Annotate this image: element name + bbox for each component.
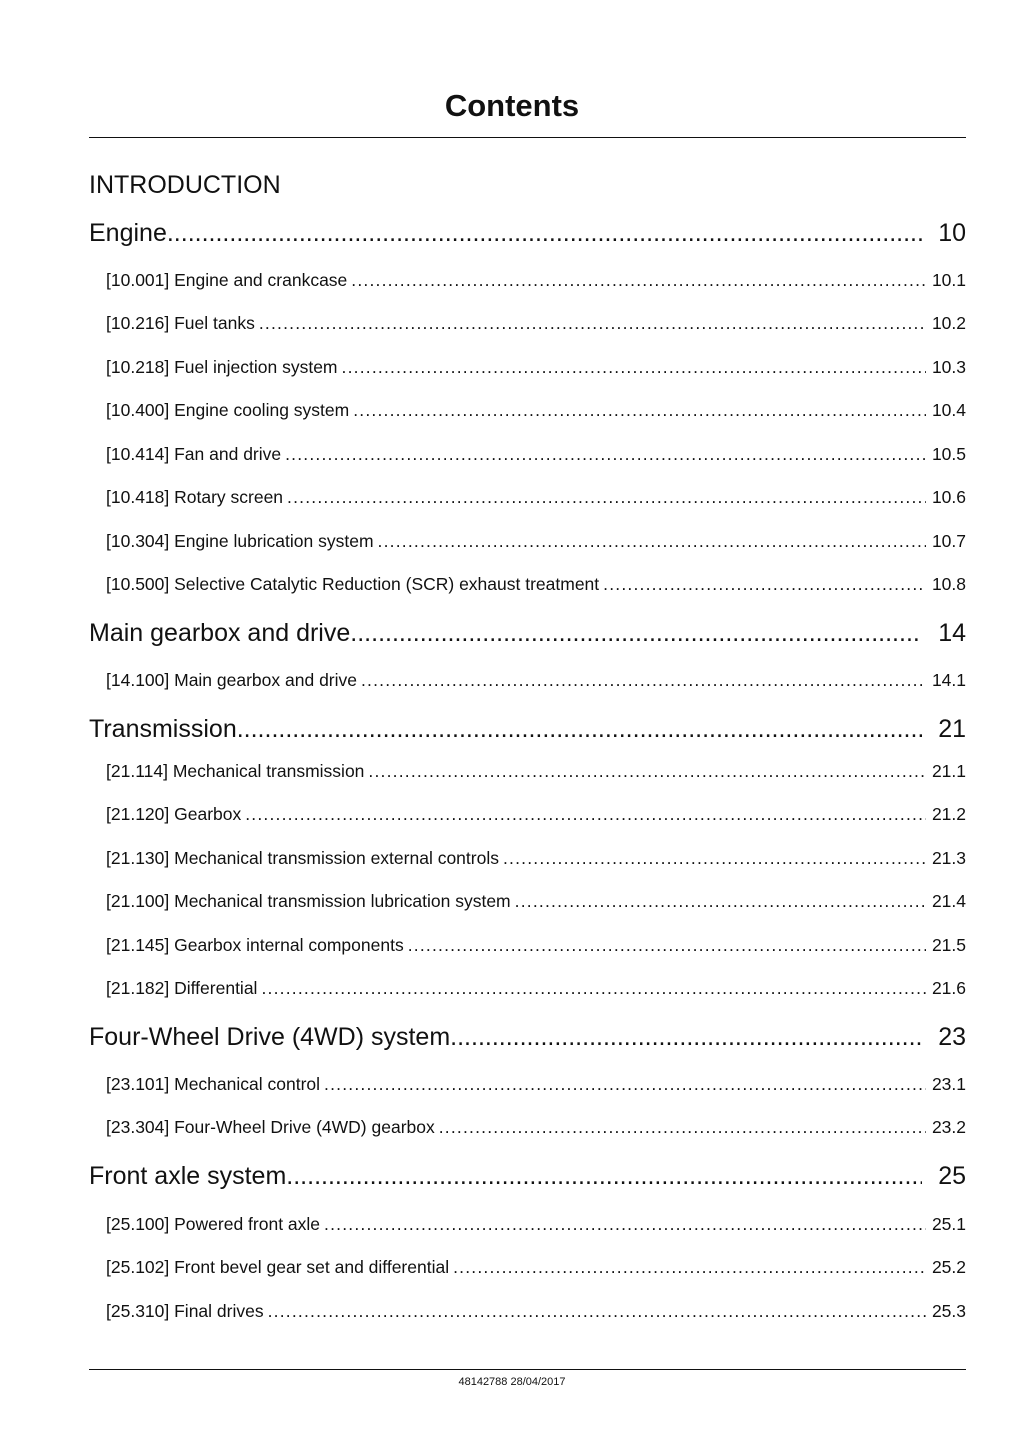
- section-page-number: 21.5: [931, 935, 966, 955]
- section-page-number: 10.7: [931, 531, 966, 551]
- dot-leader: [357, 668, 926, 692]
- section-title: [25.100] Powered front axle: [106, 1214, 321, 1234]
- section-page-number: 14.1: [931, 670, 966, 690]
- section-page-number: 10.3: [931, 357, 966, 377]
- dot-leader: [364, 759, 926, 783]
- dot-leader: [255, 311, 926, 335]
- chapter-title: Main gearbox and drive: [89, 619, 351, 647]
- title-divider: [89, 137, 966, 138]
- toc-section[interactable]: [106, 572, 966, 596]
- section-title: [10.414] Fan and drive: [106, 444, 282, 464]
- toc-section[interactable]: [106, 1212, 966, 1236]
- section-page-number: 21.6: [931, 978, 966, 998]
- section-title: [21.145] Gearbox internal components: [106, 935, 404, 955]
- dot-leader: [338, 355, 926, 379]
- section-page-number: 10.5: [931, 444, 966, 464]
- dot-leader: [283, 485, 926, 509]
- section-title: [10.418] Rotary screen: [106, 487, 284, 507]
- document-footer: 48142788 28/04/2017: [458, 1376, 566, 1388]
- toc-chapter-engine[interactable]: [89, 217, 966, 249]
- section-title: [10.216] Fuel tanks: [106, 313, 255, 333]
- dot-leader: [347, 268, 926, 292]
- toc-section[interactable]: [106, 311, 966, 335]
- section-page-number: 25.2: [931, 1257, 966, 1277]
- dot-leader: [350, 617, 922, 649]
- section-title: [21.100] Mechanical transmission lubrication system: [106, 891, 511, 911]
- toc-section[interactable]: [106, 668, 966, 692]
- section-title: [10.400] Engine cooling system: [106, 400, 350, 420]
- dot-leader: [599, 572, 926, 596]
- toc-section[interactable]: [106, 759, 966, 783]
- section-page-number: 21.1: [931, 761, 966, 781]
- toc-chapter-4wd-system[interactable]: [89, 1021, 966, 1053]
- toc-section[interactable]: [106, 976, 966, 1000]
- section-page-number: 10.4: [931, 400, 966, 420]
- section-page-number: 10.1: [931, 270, 966, 290]
- footer-divider: [89, 1369, 966, 1370]
- section-page-number: 23.2: [931, 1117, 966, 1137]
- section-title: [21.182] Differential: [106, 978, 258, 998]
- toc-chapter-main-gearbox[interactable]: [89, 617, 966, 649]
- section-page-number: 10.8: [931, 574, 966, 594]
- section-title: [23.304] Four-Wheel Drive (4WD) gearbox: [106, 1117, 435, 1137]
- section-page-number: 21.4: [931, 891, 966, 911]
- chapter-title: Front axle system: [89, 1162, 287, 1190]
- section-title: [23.101] Mechanical control: [106, 1074, 321, 1094]
- dot-leader: [167, 217, 922, 249]
- dot-leader: [257, 976, 925, 1000]
- section-page-number: 23.1: [931, 1074, 966, 1094]
- section-page-number: 21.3: [931, 848, 966, 868]
- intro-heading[interactable]: INTRODUCTION: [89, 171, 281, 199]
- dot-leader: [450, 1021, 922, 1053]
- toc-section[interactable]: [106, 1072, 966, 1096]
- dot-leader: [349, 398, 926, 422]
- chapter-title: Transmission: [89, 715, 237, 743]
- section-title: [10.500] Selective Catalytic Reduction (SCR) exhaust treatment: [106, 574, 600, 594]
- chapter-page-number: 10: [938, 219, 966, 247]
- toc-chapter-front-axle[interactable]: [89, 1160, 966, 1192]
- section-page-number: 25.3: [931, 1301, 966, 1321]
- dot-leader: [404, 933, 926, 957]
- section-title: [25.310] Final drives: [106, 1301, 264, 1321]
- dot-leader: [499, 846, 926, 870]
- chapter-page-number: 21: [938, 715, 966, 743]
- section-page-number: 21.2: [931, 804, 966, 824]
- chapter-title: Four-Wheel Drive (4WD) system: [89, 1023, 451, 1051]
- page-title: Contents: [444, 88, 580, 123]
- section-title: [10.001] Engine and crankcase: [106, 270, 348, 290]
- section-title: [10.304] Engine lubrication system: [106, 531, 374, 551]
- toc-section[interactable]: [106, 398, 966, 422]
- toc-section[interactable]: [106, 442, 966, 466]
- toc-section[interactable]: [106, 1299, 966, 1323]
- toc-section[interactable]: [106, 846, 966, 870]
- dot-leader: [320, 1212, 926, 1236]
- section-title: [25.102] Front bevel gear set and differential: [106, 1257, 450, 1277]
- toc-section[interactable]: [106, 802, 966, 826]
- toc-chapter-transmission[interactable]: [89, 713, 966, 745]
- chapter-page-number: 23: [938, 1023, 966, 1051]
- section-page-number: 10.6: [931, 487, 966, 507]
- section-title: [21.130] Mechanical transmission external controls: [106, 848, 499, 868]
- dot-leader: [281, 442, 926, 466]
- chapter-page-number: 14: [938, 619, 966, 647]
- section-page-number: 25.1: [931, 1214, 966, 1234]
- dot-leader: [511, 889, 926, 913]
- chapter-page-number: 25: [938, 1162, 966, 1190]
- section-title: [21.114] Mechanical transmission: [106, 761, 365, 781]
- toc-section[interactable]: [106, 529, 966, 553]
- dot-leader: [320, 1072, 926, 1096]
- toc-section[interactable]: [106, 268, 966, 292]
- dot-leader: [374, 529, 926, 553]
- dot-leader: [449, 1255, 926, 1279]
- section-title: [14.100] Main gearbox and drive: [106, 670, 357, 690]
- toc-section[interactable]: [106, 1115, 966, 1139]
- toc-section[interactable]: [106, 933, 966, 957]
- section-title: [21.120] Gearbox: [106, 804, 242, 824]
- dot-leader: [241, 802, 926, 826]
- dot-leader: [286, 1160, 922, 1192]
- dot-leader: [435, 1115, 926, 1139]
- dot-leader: [237, 713, 922, 745]
- toc-section[interactable]: [106, 889, 966, 913]
- chapter-title: Engine: [89, 219, 167, 247]
- section-title: [10.218] Fuel injection system: [106, 357, 338, 377]
- toc-section[interactable]: [106, 1255, 966, 1279]
- toc-section[interactable]: [106, 485, 966, 509]
- section-page-number: 10.2: [931, 313, 966, 333]
- dot-leader: [264, 1299, 926, 1323]
- table-of-contents: [89, 0, 966, 1448]
- toc-section[interactable]: [106, 355, 966, 379]
